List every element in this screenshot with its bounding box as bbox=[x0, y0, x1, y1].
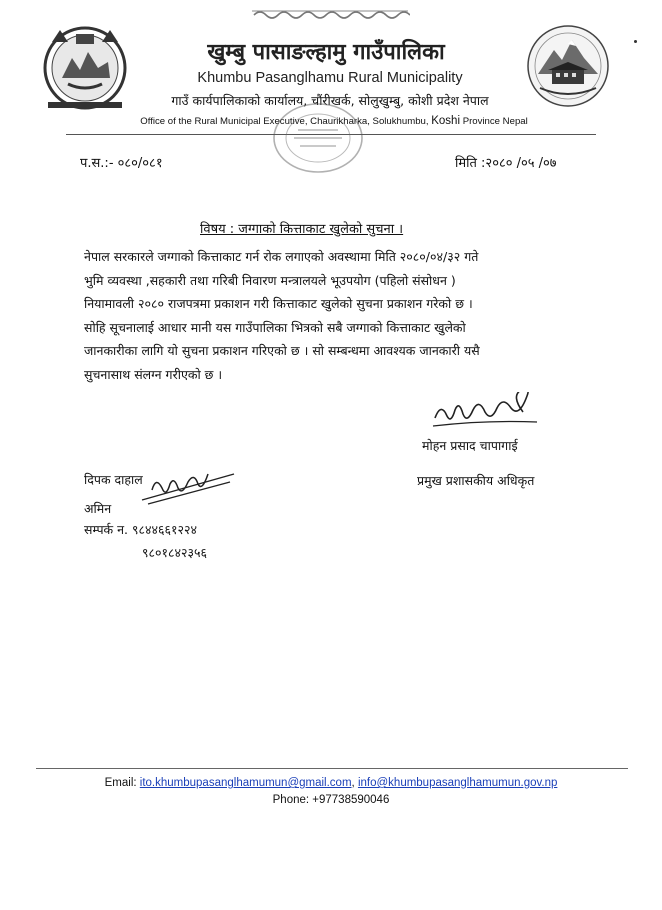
email-link-official[interactable]: info@khumbupasanglhamumun.gov.np bbox=[357, 777, 558, 789]
letter-date: मिति :२०८० /०५ /०७ bbox=[455, 156, 557, 171]
letter-subject: विषय : जग्गाको कित्ताकाट खुलेको सुचना । bbox=[200, 222, 404, 237]
prepared-by-name: दिपक दाहाल bbox=[84, 472, 143, 487]
scan-speck bbox=[634, 40, 637, 43]
municipality-title-nepali: खुम्बु पासाङल्हामु गाउँपालिका bbox=[207, 40, 445, 65]
municipality-title-english: Khumbu Pasanglhamu Rural Municipality bbox=[197, 70, 463, 86]
address-en-tail: Province Nepal bbox=[462, 116, 528, 127]
footer-email-line bbox=[60, 777, 602, 789]
signatory-name: मोहन प्रसाद चापागाई bbox=[422, 438, 518, 453]
letter-body bbox=[84, 245, 598, 387]
body-line: भुमि व्यवस्था ,सहकारी तथा गरिबी निवारण मन्त्रालयले भूउपयोग (पहिलो संसोधन ) bbox=[84, 272, 456, 288]
body-line: नेपाल सरकारले जग्गाको कित्ताकाट गर्न रोक लगाएको अवस्थामा मिति २०८०/०४/३२ गते bbox=[84, 249, 479, 264]
signatory-title: प्रमुख प्रशासकीय अधिकृत bbox=[417, 473, 535, 488]
body-line: जानकारीका लागि यो सुचना प्रकाशन गरिएको छ । सो सम्बन्धमा आवश्यक जानकारी यसै bbox=[84, 343, 480, 359]
email-separator: , bbox=[351, 777, 355, 789]
body-line: सुचनासाथ संलग्न गरीएको छ । bbox=[84, 366, 223, 382]
contact-number-2: ९८०१८४२३५६ bbox=[142, 545, 208, 560]
header-decorative-script bbox=[250, 8, 410, 22]
signatory-signature bbox=[425, 392, 545, 432]
body-line: नियामावली २०८० राजपत्रमा प्रकाशन गरी कित्ताकाट खुलेको सुचना प्रकाशन गरेको छ । bbox=[84, 296, 473, 312]
email-link-gmail[interactable]: ito.khumbupasanglhamumun@gmail.com bbox=[139, 777, 352, 789]
email-label: Email: bbox=[104, 777, 137, 789]
office-address-nepali: गाउँ कार्यपालिकाको कार्यालय, चौंरीखर्क, सोलुखुम्बु, कोशी प्रदेश नेपाल bbox=[171, 93, 489, 108]
address-en-main: Office of the Rural Municipal Executive, Chaurikharka, Solukhumbu, bbox=[140, 116, 429, 127]
address-en-koshi: Koshi bbox=[431, 115, 461, 127]
amin-signature bbox=[138, 468, 238, 512]
contact-number-1: सम्पर्क न. ९८४४६६१२२४ bbox=[84, 522, 197, 537]
reference-number: प.स.:- ०८०/०८१ bbox=[80, 156, 163, 171]
footer-phone: Phone: +97738590046 bbox=[272, 794, 390, 806]
body-line: सोहि सूचनालाई आधार मानी यस गाउँपालिका भित्रको सबै जग्गाको कित्ताकाट खुलेको bbox=[84, 319, 466, 335]
office-stamp bbox=[270, 100, 366, 176]
prepared-by-role: अमिन bbox=[84, 501, 112, 516]
footer-divider bbox=[36, 768, 628, 769]
